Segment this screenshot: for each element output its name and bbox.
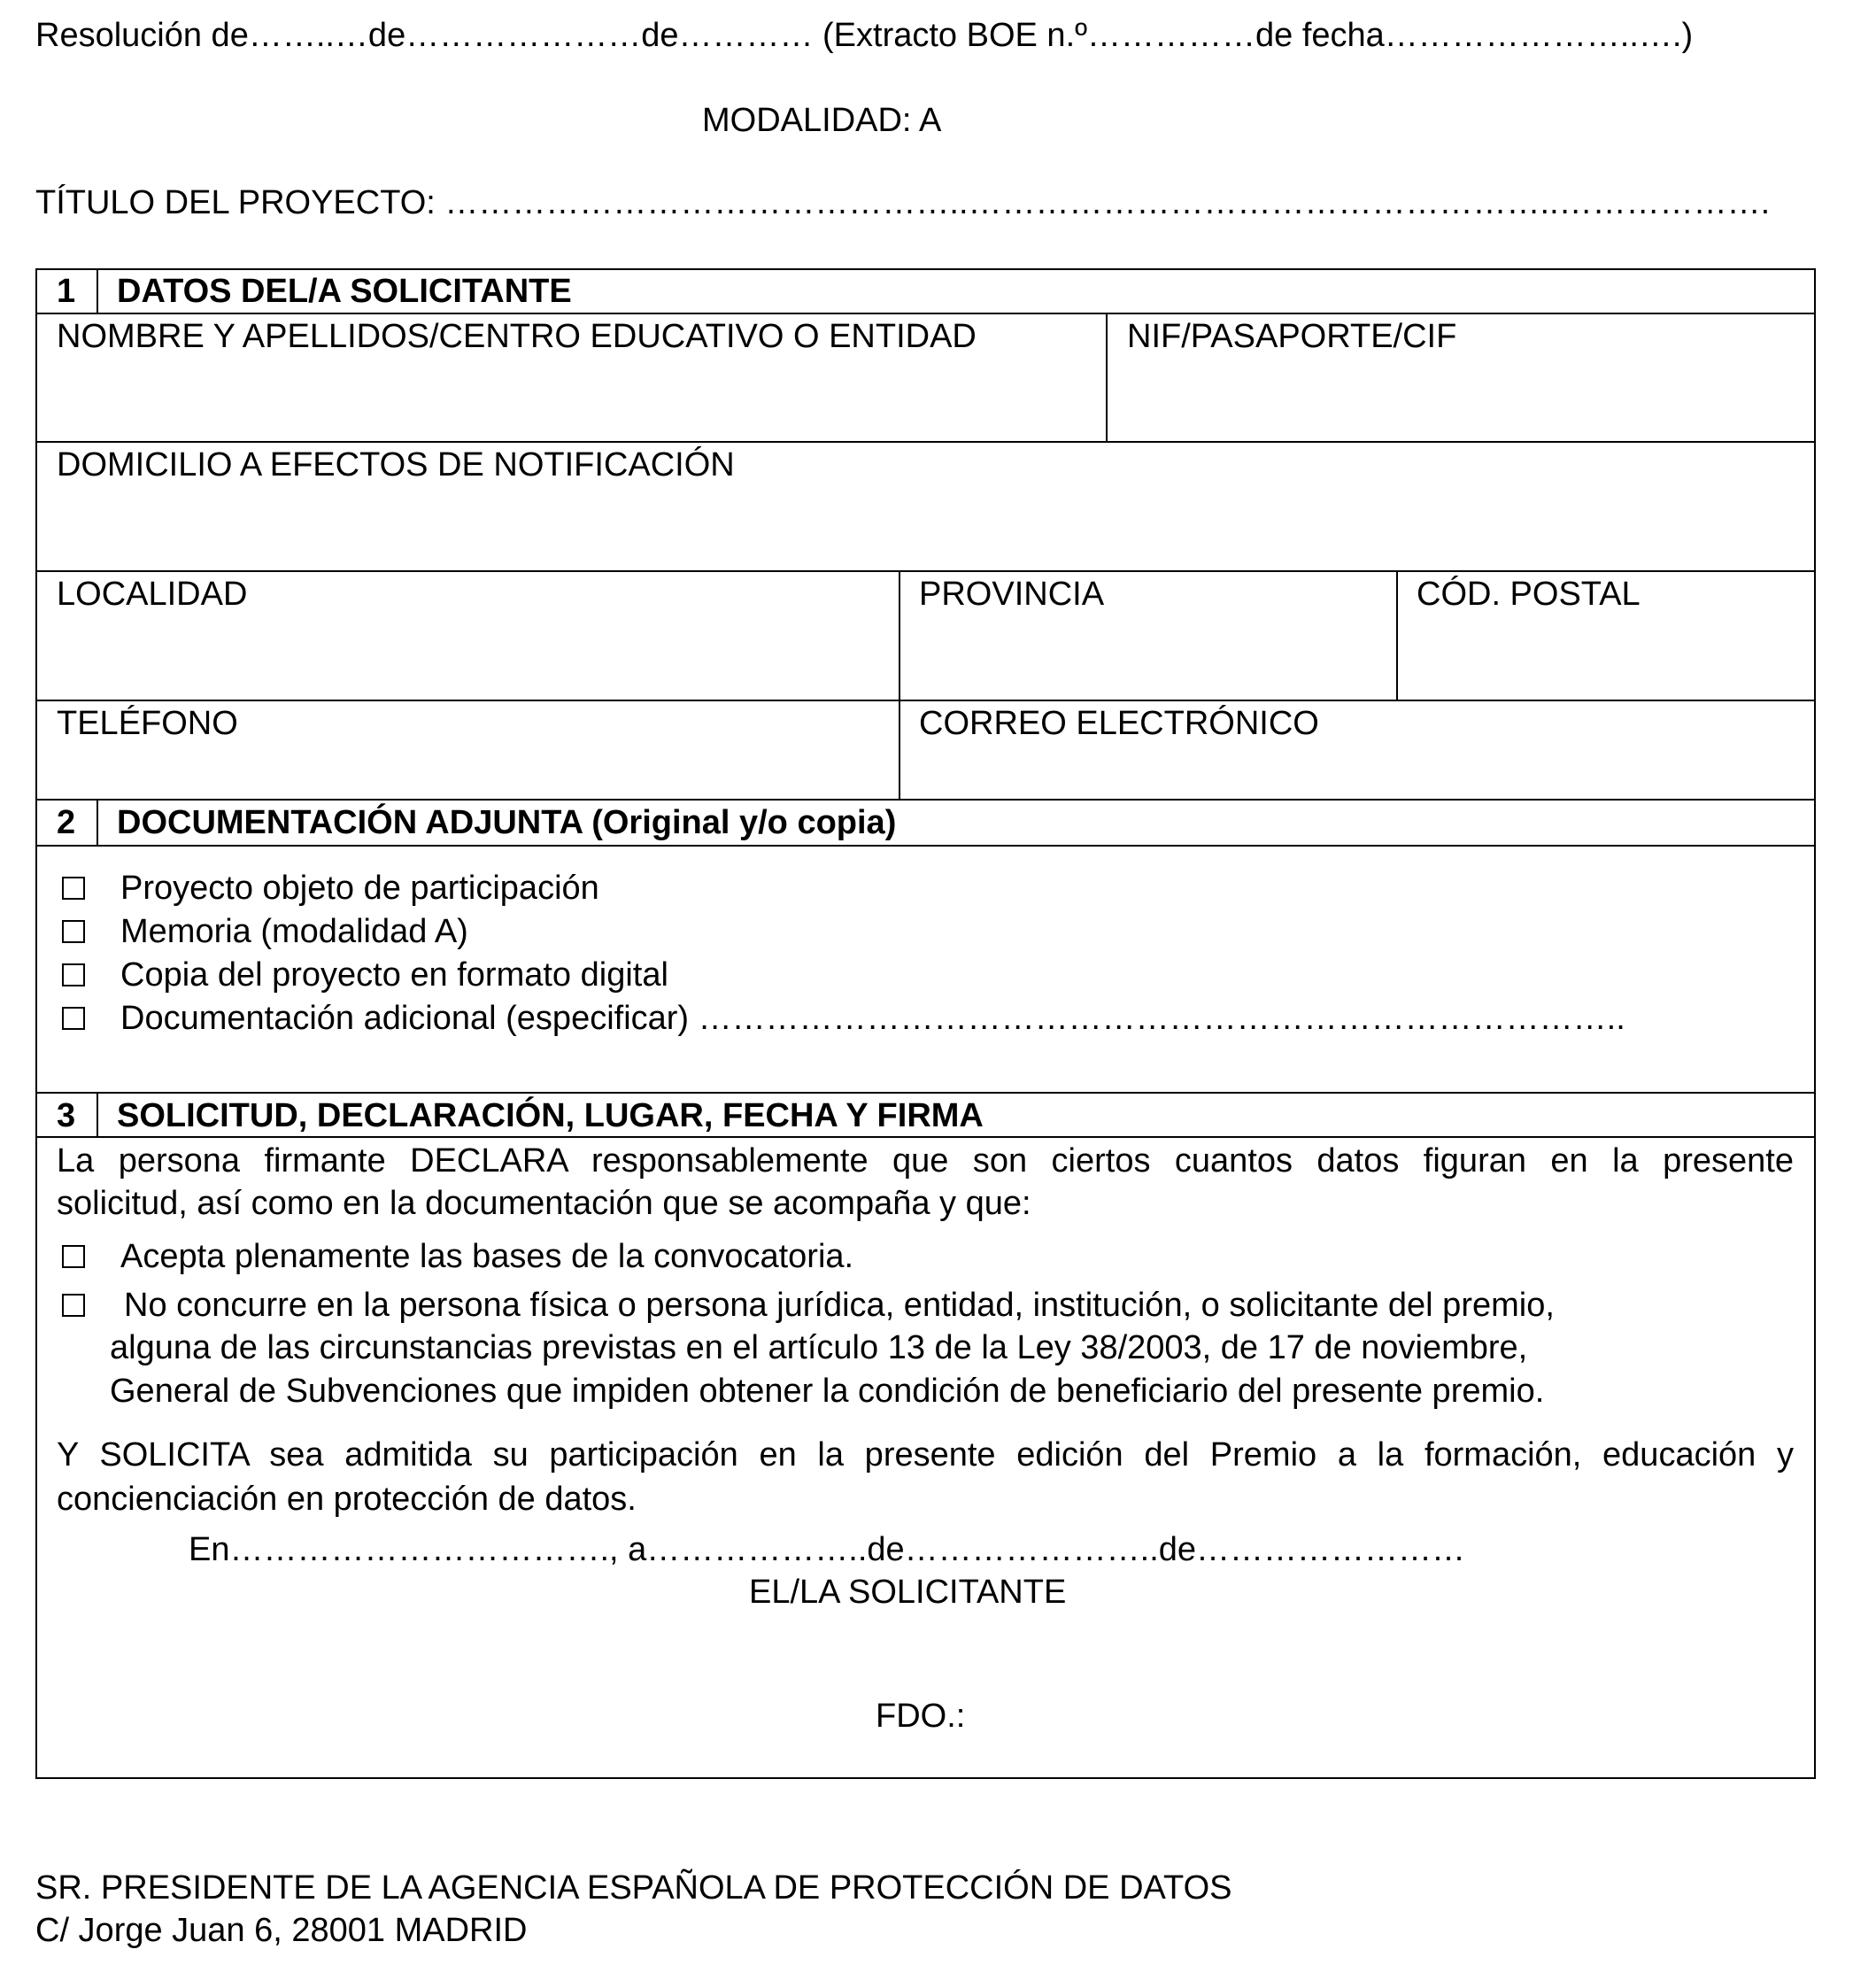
section-2-number: 2 bbox=[57, 804, 76, 841]
locality-field[interactable]: LOCALIDAD bbox=[57, 576, 248, 613]
email-field[interactable]: CORREO ELECTRÓNICO bbox=[919, 705, 1319, 742]
no-concurrence-label: No concurre en la persona física o persona jurídica, entidad, institución, o solicitante del premio, bbox=[124, 1287, 1555, 1324]
section-2-title: DOCUMENTACIÓN ADJUNTA (Original y/o copia) bbox=[117, 804, 897, 841]
checkbox-digital-copy[interactable] bbox=[62, 963, 85, 986]
checkbox-accept-bases[interactable] bbox=[62, 1245, 85, 1268]
no-concurrence-label-3: General de Subvenciones que impiden obtener la condición de beneficiario del presente premio. bbox=[110, 1373, 1545, 1410]
addressee: SR. PRESIDENTE DE LA AGENCIA ESPAÑOLA DE PROTECCIÓN DE DATOS bbox=[35, 1869, 1232, 1907]
resolution-line: Resolución de……..…de…………………de………… (Extracto BOE n.º……………de fecha…………………..….) bbox=[35, 17, 1694, 54]
checkbox-no-concurrence[interactable] bbox=[62, 1294, 85, 1317]
phone-field[interactable]: TELÉFONO bbox=[57, 705, 238, 742]
project-title: TÍTULO DEL PROYECTO: ………………………………………..……………………………………………..………………. bbox=[35, 184, 1771, 221]
signer-label: EL/LA SOLICITANTE bbox=[749, 1574, 1067, 1611]
nif-field[interactable]: NIF/PASAPORTE/CIF bbox=[1127, 318, 1457, 355]
doc-item: Documentación adicional (especificar) ……………………………………………………………………….. bbox=[120, 1000, 1625, 1037]
request-text-2: concienciación en protección de datos. bbox=[57, 1481, 637, 1518]
request-text: Y SOLICITA sea admitida su participación en la presente edición del Premio a la formación, educación y bbox=[57, 1436, 1794, 1474]
declaration-text-2: solicitud, así como en la documentación que se acompaña y que: bbox=[57, 1185, 1031, 1222]
accept-bases-label: Acepta plenamente las bases de la convocatoria. bbox=[120, 1238, 854, 1275]
section-1-title: DATOS DEL/A SOLICITANTE bbox=[117, 273, 572, 310]
place-date-line: En……………………………., a………………..de…………………..de…………………… bbox=[189, 1531, 1466, 1568]
no-concurrence-label-2: alguna de las circunstancias previstas en el artículo 13 de la Ley 38/2003, de 17 de noviembre, bbox=[110, 1329, 1528, 1366]
signature-label: FDO.: bbox=[876, 1698, 966, 1735]
section-1-number: 1 bbox=[57, 273, 76, 310]
doc-item: Copia del proyecto en formato digital bbox=[120, 956, 668, 994]
modality: MODALIDAD: A bbox=[702, 102, 942, 139]
section-3-number: 3 bbox=[57, 1097, 76, 1134]
address-field[interactable]: DOMICILIO A EFECTOS DE NOTIFICACIÓN bbox=[57, 446, 735, 483]
doc-item: Proyecto objeto de participación bbox=[120, 870, 599, 907]
province-field[interactable]: PROVINCIA bbox=[919, 576, 1105, 613]
name-field[interactable]: NOMBRE Y APELLIDOS/CENTRO EDUCATIVO O ENTIDAD bbox=[57, 318, 977, 355]
checkbox-additional-docs[interactable] bbox=[62, 1007, 85, 1030]
section-3-title: SOLICITUD, DECLARACIÓN, LUGAR, FECHA Y FIRMA bbox=[117, 1097, 984, 1134]
checkbox-memoria[interactable] bbox=[62, 920, 85, 943]
checkbox-project[interactable] bbox=[62, 877, 85, 900]
postal-code-field[interactable]: CÓD. POSTAL bbox=[1417, 576, 1641, 613]
doc-item: Memoria (modalidad A) bbox=[120, 913, 468, 950]
declaration-text: La persona firmante DECLARA responsablemente que son ciertos cuantos datos figuran en la presente bbox=[57, 1142, 1794, 1180]
addressee-address: C/ Jorge Juan 6, 28001 MADRID bbox=[35, 1912, 528, 1949]
